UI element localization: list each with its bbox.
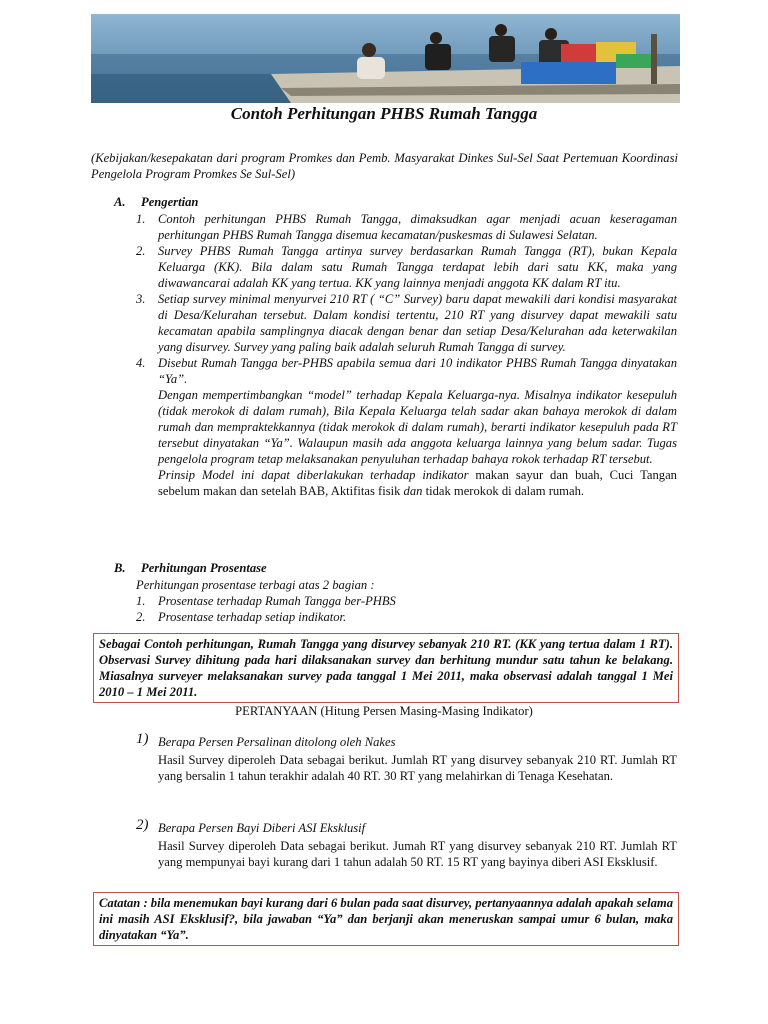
list-item: 2. Prosentase terhadap setiap indikator. [136,610,347,624]
list-item: 1. Prosentase terhadap Rumah Tangga ber-PHBS [136,594,396,608]
list-item: 2. Survey PHBS Rumah Tangga artinya survey berdasarkan Rumah Tangga (RT), bukan Kepala Keluarga (KK). Bila dalam satu Rumah Tangga terdapat lebih dari satu KK, maka yang diwawancarai adalah KK yang tertua. KK yang lainnya menjadi anggota KK dalam RT itu. [136,244,677,290]
section-b-subtitle: Perhitungan prosentase terbagi atas 2 bagian : [136,578,375,592]
section-a-heading [114,195,198,210]
section-b-title: Perhitungan Prosentase [141,561,267,575]
questions-title: PERTANYAAN (Hitung Persen Masing-Masing Indikator) [235,704,533,718]
example-box: Sebagai Contoh perhitungan, Rumah Tangga yang disurvey sebanyak 210 RT. (KK yang tertua dalam 1 RT). Observasi Survey dihitung pada hari dilaksanakan survey dan berhitung mundur satu tahun ke belakang. Miasalnya surveyer melaksanakan survey pada tanggal 1 Mei 2011, maka observasi adalah tanggal 1 Mei 2010 – 1 Mei 2011. [93,633,679,703]
question-1: 1) Berapa Persen Persalinan ditolong oleh Nakes Hasil Survey diperoleh Data sebagai berikut. Jumlah RT yang disurvey sebanyak 210 RT. Jumlah RT yang bersalin 1 tahun terakhir adalah 40 RT. 30 RT yang melahirkan di Tenaga Kesehatan. [136,731,677,783]
boat-photo-illustration [91,14,680,103]
section-a-title: Pengertian [141,195,199,209]
list-item: 1. Contoh perhitungan PHBS Rumah Tangga, dimaksudkan agar menjadi acuan keseragaman perhitungan PHBS Rumah Tangga disemua kecamatan/puskesmas di Sulawesi Selatan. [136,212,677,242]
document-title: Contoh Perhitungan PHBS Rumah Tangga [230,104,538,123]
section-b-heading [114,561,267,576]
list-item: 4. Disebut Rumah Tangga ber-PHBS apabila semua dari 10 indikator PHBS Rumah Tangga dinyatakan “Ya”. Dengan mempertimbangkan “model” terhadap Kepala Keluarga-nya. Misalnya indikator kesepuluh (tidak merokok di dalam rumah), Bila Kepala Keluarga telah sadar akan bahaya merokok di dalam rumah dan mempraktekkannya (tidak merokok di dalam rumah), berarti indikator kesepuluh pada RT tersebut dinyatakan “Ya”. Walaupun masih ada anggota keluarga lainnya yang belum sadar. Tugas pengelola program tetap melaksanakan penyuluhan terhadap bahaya rokok terhadap RT tersebut. Prinsip Model ini dapat diberlakukan terhadap indikator makan sayur dan buah, Cuci Tangan sebelum makan dan setelah BAB, Aktifitas fisik dan tidak merokok di dalam rumah. [136,356,677,498]
intro-paragraph: (Kebijakan/kesepakatan dari program Promkes dan Pemb. Masyarakat Dinkes Sul-Sel Saat Pertemuan Koordinasi Pengelola Program Promkes Se Sul-Sel) [91,151,678,181]
section-a-list [136,211,677,499]
section-b-letter: B. [114,561,126,575]
list-item: 3. Setiap survey minimal menyurvei 210 RT ( “C” Survey) baru dapat mewakili dari kondisi masyarakat di Desa/Kelurahan tersebut. Dalam kondisi tertentu, 210 RT yang disurvey dapat mewakili satu kecamatan apabila samplingnya diacak dengan benar dan setiap Desa/Kelurahan ada keterwakilan yang disurvey. Survey yang paling baik adalah seluruh Rumah Tangga di survey. [136,292,677,354]
header-photo [91,14,680,103]
question-2: 2) Berapa Persen Bayi Diberi ASI Eksklusif Hasil Survey diperoleh Data sebagai berikut. Jumah RT yang disurvey sebanyak 210 RT. Jumlah RT yang mempunyai bayi kurang dari 1 tahun adalah 50 RT. 15 RT yang bayinya diberi ASI Eksklusif. [136,817,677,869]
section-a-letter: A. [114,195,126,209]
note-box: Catatan : bila menemukan bayi kurang dari 6 bulan pada saat disurvey, pertanyaannya adalah apakah selama ini masih ASI Eksklusif?, bila jawaban “Ya” dan berjanji akan meneruskan sampai umur 6 bulan, maka dinyatakan “Ya”. [93,892,679,946]
model-principle-paragraph: Prinsip Model ini dapat diberlakukan terhadap indikator makan sayur dan buah, Cuci Tangan sebelum makan dan setelah BAB, Aktifitas fisik dan tidak merokok di dalam rumah. [158,468,677,498]
section-b-list [136,577,677,625]
